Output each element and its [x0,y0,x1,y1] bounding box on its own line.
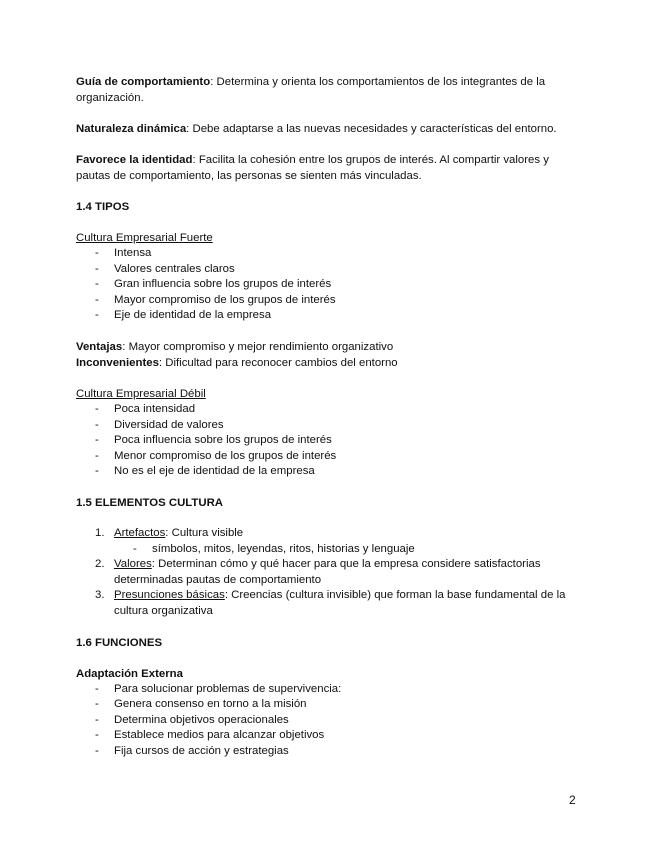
list-item [76,308,581,324]
text-naturaleza: : Debe adaptarse a las nuevas necesidades y características del entorno. [186,123,557,135]
list-item [76,588,581,619]
list-item [76,246,581,262]
list-item-text: Diversidad de valores [114,418,224,431]
paragraph-guia [76,74,581,106]
dash-marker: - [95,262,99,275]
list-item [76,728,581,744]
term-favorece: Favorece la identidad [76,154,193,166]
heading-elementos: 1.5 ELEMENTOS CULTURA [76,496,224,509]
term-presunciones: Presunciones básicas [114,589,225,602]
list-item [76,682,581,698]
list-item-text: símbolos, mitos, leyendas, ritos, historias y lenguaje [152,542,415,555]
title-cultura-debil: Cultura Empresarial Débil [76,387,206,400]
page-number: 2 [569,793,576,807]
list-item-text: Establece medios para alcanzar objetivos [114,729,325,742]
number-marker: 1. [95,526,105,539]
term-artefactos: Artefactos [114,526,166,539]
dash-marker: - [95,729,99,742]
list-item [76,542,581,558]
text-inconvenientes: : Dificultad para reconocer cambios del entorno [158,356,398,369]
paragraph-favorece [76,152,581,184]
term-naturaleza: Naturaleza dinámica [76,123,187,135]
dash-marker: - [95,418,99,431]
list-item-text: Valores centrales claros [114,262,235,275]
dash-marker: - [95,713,99,726]
list-item [76,697,581,713]
dash-marker: - [95,698,99,711]
list-item [76,402,581,418]
list-item [76,293,581,309]
dash-marker: - [95,434,99,447]
dash-marker: - [95,744,99,757]
list-item-text: Poca intensidad [114,402,196,415]
list-item-text: Para solucionar problemas de supervivencia: [114,682,342,695]
dash-marker: - [95,247,99,259]
dash-marker: - [95,309,99,322]
list-elementos [76,526,581,542]
term-valores: Valores [114,558,152,571]
list-item [76,557,581,588]
term-guia: Guía de comportamiento [76,76,211,88]
dash-marker: - [95,402,99,415]
list-item-text: Determina objetivos operacionales [114,713,289,726]
dash-marker: - [95,293,99,306]
list-item [76,433,581,449]
list-item-text: Intensa [114,247,152,259]
term-inconvenientes: Inconvenientes [76,356,159,369]
list-item [76,418,581,434]
title-cultura-fuerte: Cultura Empresarial Fuerte [76,232,213,244]
number-marker: 3. [95,589,105,602]
list-item [76,713,581,729]
list-item-text: Fija cursos de acción y estrategias [114,744,289,757]
text-presunciones: : Creencias (cultura invisible) que forman la base fundamental de la cultura organizativa [114,589,566,617]
dash-marker: - [95,682,99,695]
paragraph-naturaleza [76,121,581,137]
text-artefactos: : Cultura visible [165,526,244,539]
subheading-adaptacion-externa: Adaptación Externa [76,667,183,680]
list-cultura-fuerte [76,246,581,324]
list-item [76,277,581,293]
list-item-text: Genera consenso en torno a la misión [114,698,307,711]
text-favorece: : Facilita la cohesión entre los grupos de interés. Al compartir valores y pautas de comportamiento, las personas se sienten más vinculadas. [76,154,549,182]
dash-marker: - [95,465,99,478]
document-page [76,74,581,759]
list-cultura-debil [76,402,581,480]
list-item-text: Gran influencia sobre los grupos de interés [114,278,332,291]
list-item [76,449,581,465]
list-item-text: Menor compromiso de los grupos de interés [114,449,337,462]
list-elementos-continued [76,557,581,619]
number-marker: 2. [95,558,105,571]
paragraph-inconvenientes [76,355,581,371]
list-item-text: Eje de identidad de la empresa [114,309,272,322]
paragraph-ventajas [76,339,581,355]
sublist-artefactos [76,542,581,558]
heading-tipos: 1.4 TIPOS [76,201,130,213]
list-item [76,262,581,278]
list-item [76,464,581,480]
text-guia: : Determina y orienta los comportamientos de los integrantes de la organización. [76,76,546,104]
list-item [76,526,581,542]
dash-marker: - [133,542,137,555]
list-item-text: No es el eje de identidad de la empresa [114,465,315,478]
text-ventajas: : Mayor compromiso y mejor rendimiento organizativo [122,340,394,353]
dash-marker: - [95,449,99,462]
dash-marker: - [95,278,99,291]
list-adaptacion-externa [76,682,581,760]
text-valores: : Determinan cómo y qué hacer para que la empresa considere satisfactorias determinadas pautas de comportamiento [114,558,541,586]
term-ventajas: Ventajas [76,340,123,353]
heading-funciones: 1.6 FUNCIONES [76,636,163,649]
list-item-text: Mayor compromiso de los grupos de interés [114,293,336,306]
list-item [76,744,581,760]
list-item-text: Poca influencia sobre los grupos de interés [114,434,332,447]
